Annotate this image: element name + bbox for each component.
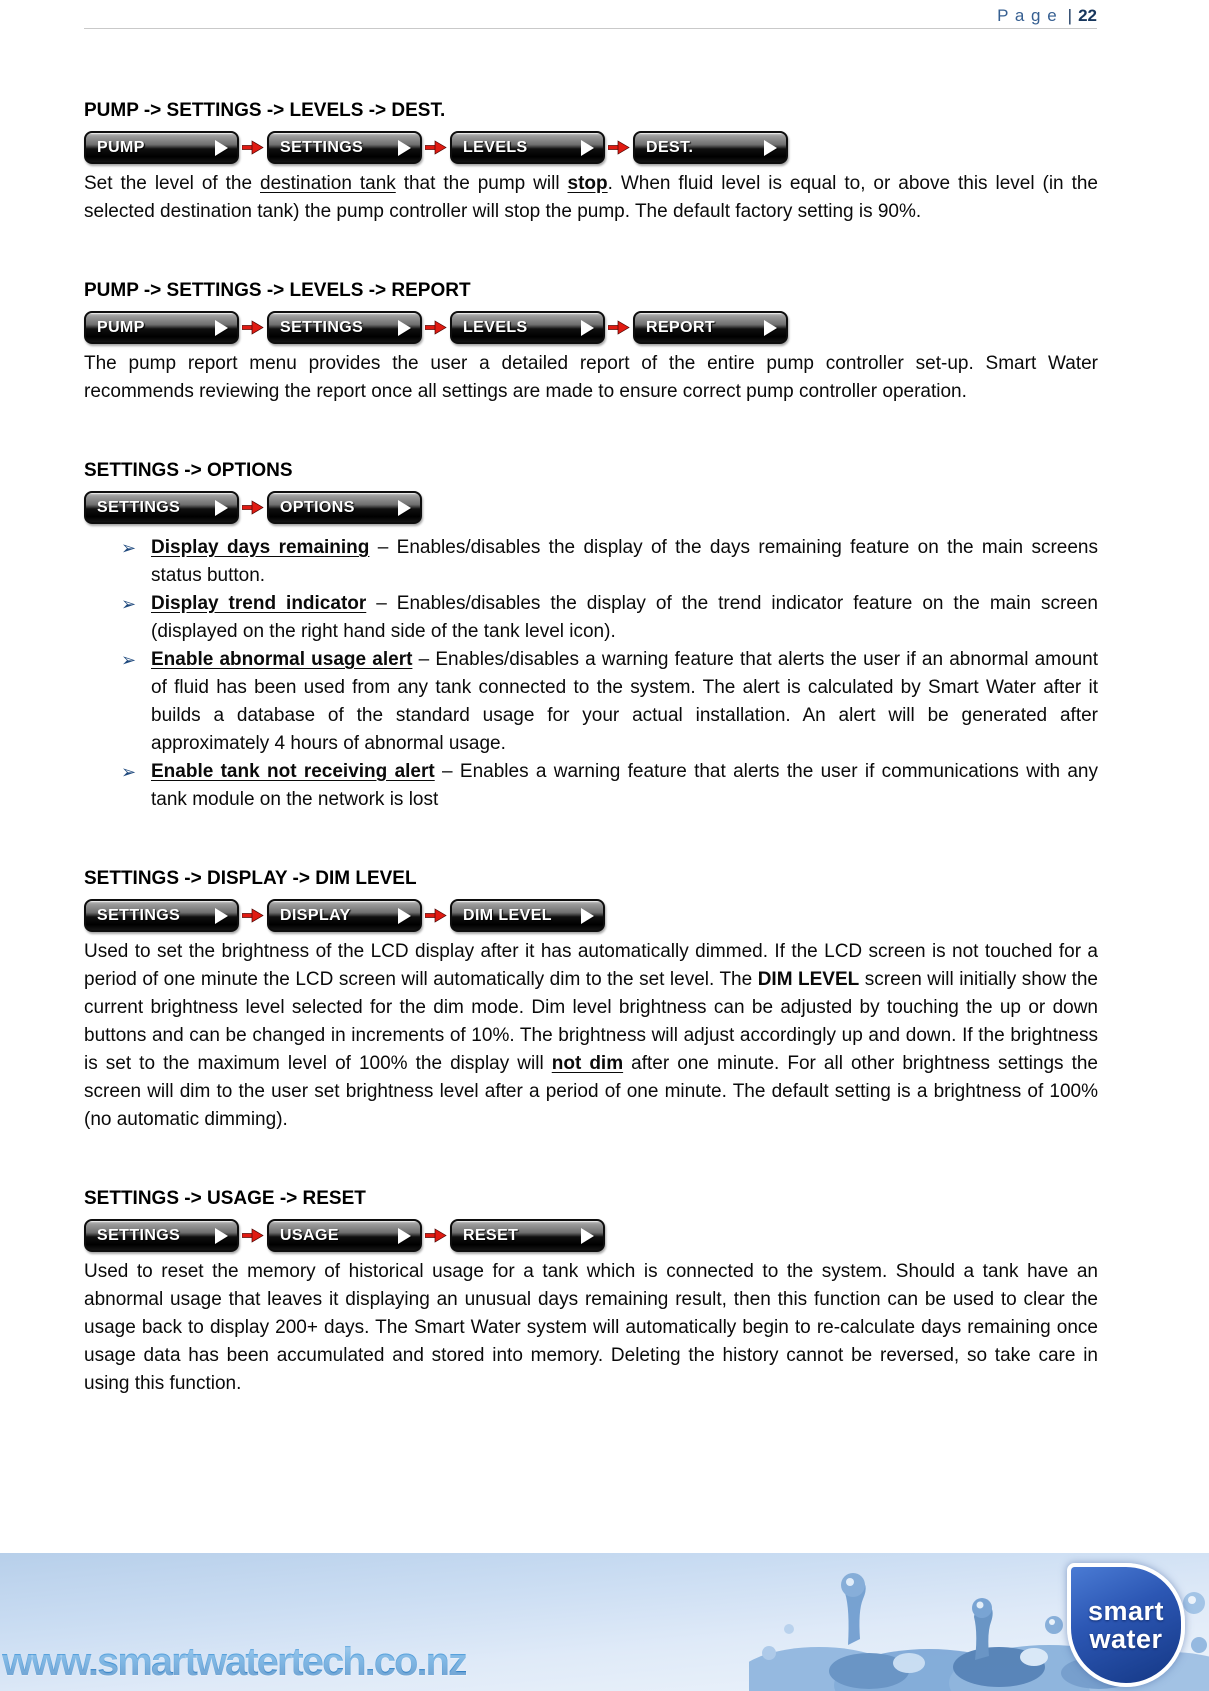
menu-button-levels [450,311,605,344]
text-run: that the pump will [395,173,568,194]
text-run: Enable abnormal usage alert [151,649,413,670]
menu-button-label: RESET [463,1226,519,1244]
red-arrow-right-icon [242,320,264,335]
text-run: screen will initially show the current brightness level selected for the dim mode. Dim level brightness can be adjusted by touching the up or down buttons and can be changed in increments of 10%. The brightness will adjust accordingly up and down. If the brightness is set to the maximum level of 100% the display will [84,969,1099,1074]
section-heading: SETTINGS -> DISPLAY -> DIM LEVEL [84,868,417,889]
menu-button-settings [267,131,422,164]
play-triangle-icon [764,140,777,156]
section-heading: SETTINGS -> USAGE -> RESET [84,1188,366,1209]
red-arrow-right-icon [242,1228,264,1243]
red-arrow-right-icon [608,140,630,155]
play-triangle-icon [764,320,777,336]
footer-banner [0,1553,1209,1691]
play-triangle-icon [398,908,411,924]
play-triangle-icon [398,320,411,336]
section-heading: SETTINGS -> OPTIONS [84,460,293,481]
header-rule [84,28,1097,29]
arrow-bullet-icon: ➢ [121,594,137,614]
options-bullet-list [84,534,1098,814]
menu-button-display [267,899,422,932]
menu-path-row [84,131,1098,164]
menu-button-options [267,491,422,524]
bullet-text [151,758,1098,814]
text-run: Enable tank not receiving alert [151,761,435,782]
menu-button-usage [267,1219,422,1252]
menu-button-label: SETTINGS [280,318,364,336]
menu-button-pump [84,131,239,164]
text-run: – Enables/disables a warning feature that alerts the user if an abnormal amount of fluid has been used from any tank connected to the system. The alert is calculated by Smart Water after it builds a database of the standard usage for your actual installation. An alert will be generated after approximately 4 hours of abnormal usage. [151,649,1099,754]
text-run: not dim [551,1053,624,1074]
red-arrow-right-icon [242,500,264,515]
menu-button-label: DISPLAY [280,906,351,924]
text-run: Set the level of the [84,173,260,194]
red-arrow-right-icon [242,140,264,155]
menu-button-label: PUMP [97,318,145,336]
page-content [84,100,1098,1398]
text-run: after one minute. For all other brightness settings the screen will dim to the user set brightness level after a period of one minute. The default setting is a brightness of 100% (no automatic dimming). [84,1053,1098,1130]
menu-button-label: SETTINGS [280,138,364,156]
menu-button-reset [450,1219,605,1252]
section-settings-display-dim-level [84,868,1098,1134]
menu-path-row [84,899,1098,932]
play-triangle-icon [398,140,411,156]
text-run: . When fluid level is equal to, or above this level (in the selected destination tank) the pump controller will stop the pump. The default factory setting is 90%. [84,173,1098,222]
section-paragraph [84,170,1098,226]
menu-button-settings [84,491,239,524]
menu-path-row [84,311,1098,344]
text-run: The pump report menu provides the user a detailed report of the entire pump controller set-up. Smart Water recommends reviewing the report once all settings are made to ensure correct pump controller operation. [84,353,1098,402]
play-triangle-icon [581,908,594,924]
text-run: DIM LEVEL [757,969,860,990]
play-triangle-icon [215,908,228,924]
menu-button-label: SETTINGS [97,906,181,924]
list-item [84,534,1098,590]
text-run: Used to reset the memory of historical usage for a tank which is connected to the system. Should a tank have an abnormal usage that leaves it displaying an unusual days remaining result, then this function can be used to clear the usage back to display 200+ days. The Smart Water system will automatically begin to re-calculate days remaining once usage data has been accumulated and stored into memory. Deleting the history cannot be reversed, so take care in using this function. [84,1261,1098,1394]
list-item [84,646,1098,758]
page-divider: | [1067,6,1073,25]
section-settings-usage-reset [84,1188,1098,1398]
section-pump-settings-levels-report [84,280,1098,406]
menu-button-label: DEST. [646,138,694,156]
menu-path-row [84,491,1098,524]
play-triangle-icon [581,320,594,336]
list-item [84,758,1098,814]
play-triangle-icon [398,500,411,516]
red-arrow-right-icon [425,908,447,923]
page-number: 22 [1078,6,1097,25]
section-pump-settings-levels-dest [84,100,1098,226]
section-settings-options [84,460,1098,814]
page-label: P a g e [997,6,1058,25]
text-run: – Enables/disables the display of the trend indicator feature on the main screen (displayed on the right hand side of the tank level icon). [151,593,1098,642]
arrow-bullet-icon: ➢ [121,650,137,670]
section-heading: PUMP -> SETTINGS -> LEVELS -> DEST. [84,100,446,121]
play-triangle-icon [215,140,228,156]
logo-text-water: water [1089,1624,1163,1654]
play-triangle-icon [215,500,228,516]
menu-button-label: DIM LEVEL [463,906,552,924]
menu-button-dest [633,131,788,164]
menu-button-label: PUMP [97,138,145,156]
menu-button-levels [450,131,605,164]
page-header [84,6,1097,26]
play-triangle-icon [215,320,228,336]
text-run: – Enables a warning feature that alerts the user if communications with any tank module on the network is lost [151,761,1098,810]
red-arrow-right-icon [608,320,630,335]
menu-button-pump [84,311,239,344]
text-run: Display days remaining [151,537,370,558]
arrow-bullet-icon: ➢ [121,762,137,782]
menu-button-label: USAGE [280,1226,339,1244]
text-run: – Enables/disables the display of the days remaining feature on the main screens status button. [151,537,1098,586]
bullet-text [151,646,1098,758]
red-arrow-right-icon [242,908,264,923]
text-run: Used to set the brightness of the LCD display after it has automatically dimmed. If the LCD screen is not touched for a period of one minute the LCD screen will automatically dim to the set level. The [84,941,1098,990]
menu-button-label: OPTIONS [280,498,355,516]
text-run: destination tank [260,173,396,194]
menu-button-label: REPORT [646,318,716,336]
smart-water-logo [1067,1563,1185,1687]
play-triangle-icon [398,1228,411,1244]
section-paragraph [84,350,1098,406]
section-paragraph [84,1258,1098,1398]
section-heading: PUMP -> SETTINGS -> LEVELS -> REPORT [84,280,471,301]
bullet-text [151,590,1098,646]
logo-text-smart: smart [1087,1596,1165,1626]
website-url: www.smartwatertech.co.nz [2,1640,466,1684]
menu-path-row [84,1219,1098,1252]
menu-button-dim-level [450,899,605,932]
menu-button-settings [84,1219,239,1252]
menu-button-settings [84,899,239,932]
red-arrow-right-icon [425,140,447,155]
text-run: stop [567,173,608,194]
play-triangle-icon [215,1228,228,1244]
menu-button-label: SETTINGS [97,498,181,516]
menu-button-settings [267,311,422,344]
list-item [84,590,1098,646]
red-arrow-right-icon [425,1228,447,1243]
arrow-bullet-icon: ➢ [121,538,137,558]
menu-button-label: SETTINGS [97,1226,181,1244]
red-arrow-right-icon [425,320,447,335]
bullet-text [151,534,1098,590]
menu-button-label: LEVELS [463,138,528,156]
play-triangle-icon [581,1228,594,1244]
play-triangle-icon [581,140,594,156]
section-paragraph [84,938,1098,1134]
menu-button-report [633,311,788,344]
menu-button-label: LEVELS [463,318,528,336]
text-run: Display trend indicator [151,593,367,614]
